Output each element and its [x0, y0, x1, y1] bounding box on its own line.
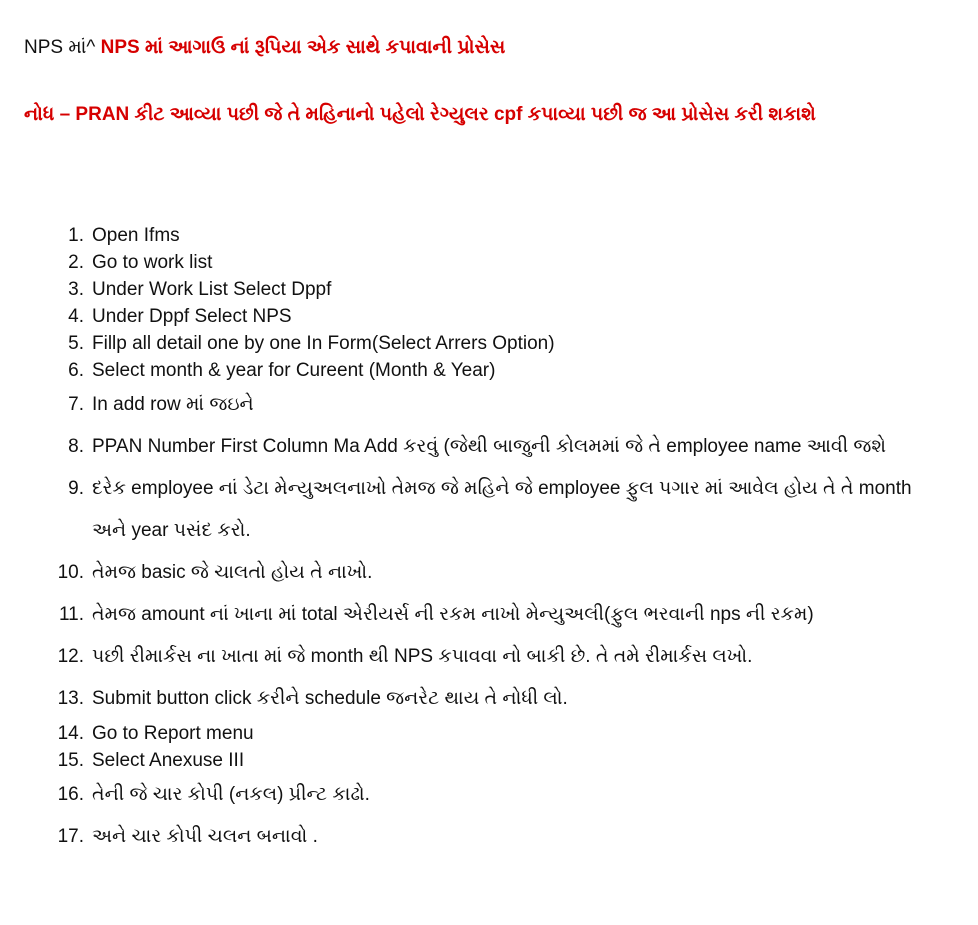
step-text: પછી રીમાર્કસ ના ખાતા માં જે month થી NPS કપાવવા નો બાકી છે. તે તમે રીમાર્કસ લખો.: [92, 646, 753, 667]
step-number: 13.: [57, 688, 84, 709]
step-text: Select Anexuse III: [92, 750, 245, 771]
step-number: 3.: [68, 279, 84, 300]
step-number: 5.: [68, 333, 84, 354]
step-text: Open Ifms: [92, 225, 180, 246]
step-number: 7.: [68, 394, 84, 415]
list-item: [50, 222, 930, 249]
step-text: તેમજ basic જે ચાલતો હોય તે નાખો.: [92, 562, 373, 583]
step-text: તેની જે ચાર કોપી (નકલ) પ્રીન્ટ કાઢો.: [92, 784, 370, 805]
step-text: તેમજ amount નાં ખાના માં total એરીયર્સ ની રકમ નાખો મેન્યુઅલી(ફુલ ભરવાની nps ની રકમ): [92, 604, 814, 625]
list-item: [50, 276, 930, 303]
step-text: દરેક employee નાં ડેટા મેન્યુઅલનાખો તેમજ જે મહિને જે employee ફુલ પગાર માં આવેલ હોય તે તે month અને year પસંદ કરો.: [92, 478, 912, 541]
step-number: 9.: [68, 478, 84, 499]
list-item: [50, 426, 930, 468]
step-number: 15.: [57, 750, 84, 771]
list-item: [50, 249, 930, 276]
list-item: [50, 303, 930, 330]
step-number: 16.: [57, 784, 84, 805]
document-title: [24, 37, 505, 59]
step-number: 12.: [57, 646, 84, 667]
title-highlight: NPS માં આગાઉ નાં રૂપિયા એક સાથે કપાવાની પ્રોસેસ: [100, 37, 506, 58]
list-item: [50, 678, 930, 720]
step-text: Fillp all detail one by one In Form(Select Arrers Option): [92, 333, 555, 354]
list-item: [50, 552, 930, 594]
title-prefix: NPS માં^: [24, 37, 96, 58]
step-text: Submit button click કરીને schedule જનરેટ થાય તે નોધી લો.: [92, 688, 568, 709]
list-item: [50, 720, 930, 747]
list-item: [50, 330, 930, 357]
step-number: 2.: [68, 252, 84, 273]
step-text: Go to work list: [92, 252, 213, 273]
step-text: PPAN Number First Column Ma Add કરવું (જેથી બાજુની કોલમમાં જે તે employee name આવી જશે: [92, 436, 887, 457]
step-text: Go to Report menu: [92, 723, 254, 744]
step-number: 10.: [57, 562, 84, 583]
list-item: [50, 747, 930, 774]
step-number: 14.: [57, 723, 84, 744]
step-text: In add row માં જઇને: [92, 394, 254, 415]
list-item: [50, 357, 930, 384]
note-text: નોધ – PRAN કીટ આવ્યા પછી જે તે મહિનાનો પહેલો રેગ્યુલર cpf કપાવ્યા પછી જ આ પ્રોસેસ કરી શકાશે: [24, 104, 816, 125]
list-item: [50, 384, 930, 426]
list-item: [50, 594, 930, 636]
step-number: 4.: [68, 306, 84, 327]
list-item: [50, 468, 930, 552]
step-text: Under Work List Select Dppf: [92, 279, 332, 300]
step-number: 17.: [57, 826, 84, 847]
step-number: 1.: [68, 225, 84, 246]
steps-list: [50, 222, 930, 858]
list-item: [50, 636, 930, 678]
step-text: અને ચાર કોપી ચલન બનાવો .: [92, 826, 318, 847]
step-text: Select month & year for Cureent (Month & Year): [92, 360, 496, 381]
step-number: 8.: [68, 436, 84, 457]
step-number: 11.: [58, 604, 84, 625]
step-number: 6.: [68, 360, 84, 381]
list-item: [50, 774, 930, 816]
list-item: [50, 816, 930, 858]
step-text: Under Dppf Select NPS: [92, 306, 292, 327]
